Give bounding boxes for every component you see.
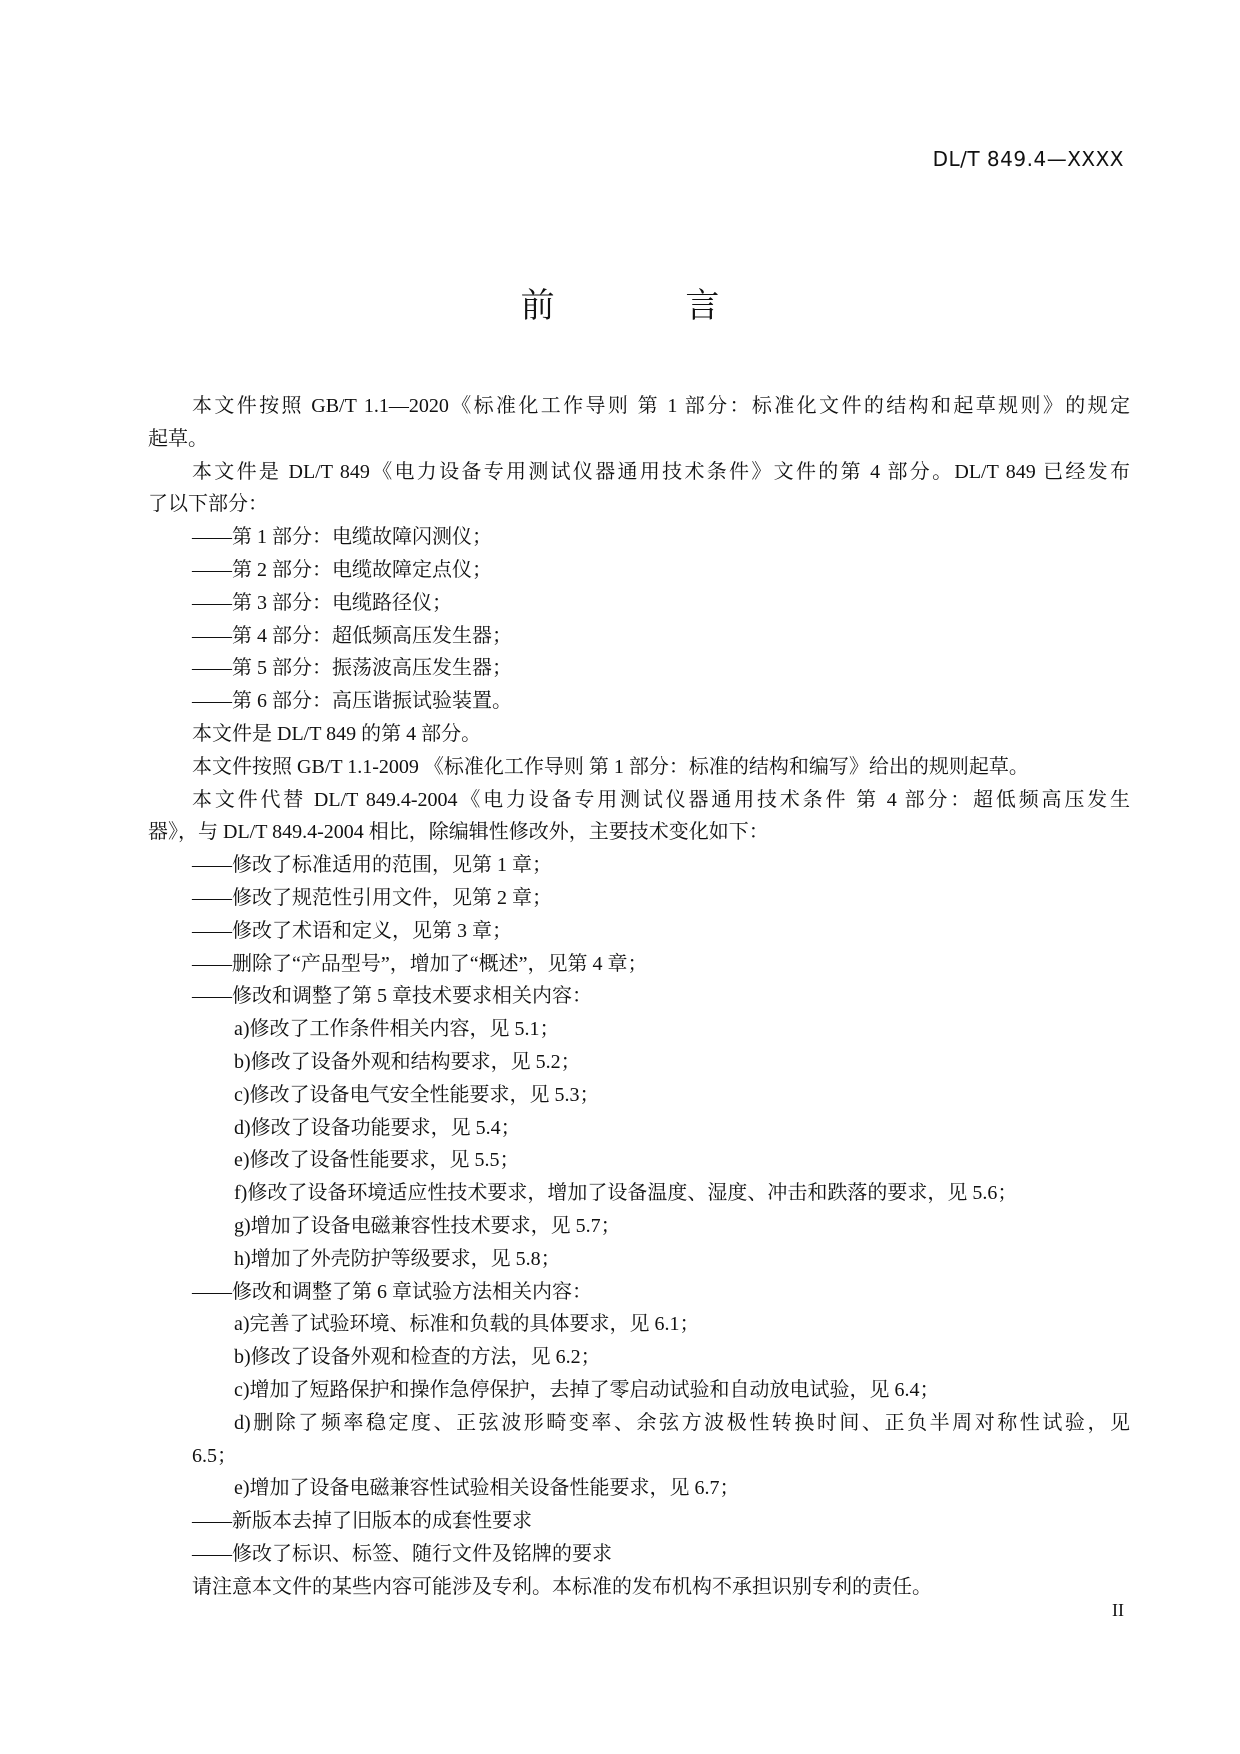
list-item: ——修改和调整了第 5 章技术要求相关内容： [192, 985, 592, 1008]
sub-list-item: e)增加了设备电磁兼容性试验相关设备性能要求，见 6.7； [234, 1477, 740, 1500]
sub-list-item: c)修改了设备电气安全性能要求，见 5.3； [234, 1083, 600, 1106]
sub-list-item: h)增加了外壳防护等级要求，见 5.8； [234, 1247, 561, 1270]
list-item: ——第 4 部分：超低频高压发生器； [192, 624, 512, 647]
page-title: 前 言 [520, 286, 780, 326]
list-item: ——第 2 部分：电缆故障定点仪； [192, 558, 492, 581]
sub-list-item: g)增加了设备电磁兼容性技术要求，见 5.7； [234, 1214, 621, 1237]
document-code: DL/T 849.4—XXXX [932, 147, 1124, 171]
sub-list-item-continued: 6.5； [192, 1444, 237, 1467]
paragraph-line: 器》，与 DL/T 849.4-2004 相比，除编辑性修改外，主要技术变化如下： [148, 821, 769, 844]
list-item: ——修改了标准适用的范围，见第 1 章； [192, 854, 552, 877]
sub-list-item: d)修改了设备功能要求，见 5.4； [234, 1116, 521, 1139]
sub-list-item: b)修改了设备外观和结构要求，见 5.2； [234, 1050, 581, 1073]
paragraph-line: 本文件是 DL/T 849《电力设备专用测试仪器通用技术条件》文件的第 4 部分。DL/T 849 已经发布 [192, 460, 1130, 483]
sub-list-item: b)修改了设备外观和检查的方法，见 6.2； [234, 1346, 601, 1369]
sub-list-item: f)修改了设备环境适应性技术要求，增加了设备温度、湿度、冲击和跌落的要求，见 5.6； [234, 1182, 1018, 1205]
paragraph-line: 本文件按照 GB/T 1.1-2009 《标准化工作导则 第 1 部分：标准的结构和编写》给出的规则起草。 [192, 755, 1029, 778]
list-item: ——修改了术语和定义，见第 3 章； [192, 919, 512, 942]
list-item: ——第 6 部分：高压谐振试验装置。 [192, 690, 512, 713]
list-item: ——新版本去掉了旧版本的成套性要求 [192, 1510, 532, 1533]
list-item: ——修改了规范性引用文件，见第 2 章； [192, 886, 552, 909]
page-number: II [1112, 1600, 1124, 1620]
patent-notice: 请注意本文件的某些内容可能涉及专利。本标准的发布机构不承担识别专利的责任。 [192, 1575, 932, 1598]
list-item: ——第 1 部分：电缆故障闪测仪； [192, 526, 492, 549]
sub-list-item: e)修改了设备性能要求，见 5.5； [234, 1149, 520, 1172]
list-item: ——修改了标识、标签、随行文件及铭牌的要求 [192, 1542, 612, 1565]
list-item: ——修改和调整了第 6 章试验方法相关内容： [192, 1280, 592, 1303]
paragraph-line: 了以下部分： [148, 493, 268, 516]
list-item: ——删除了“产品型号”，增加了“概述”，见第 4 章； [192, 952, 648, 975]
paragraph-line: 本文件代替 DL/T 849.4-2004《电力设备专用测试仪器通用技术条件 第 4 部分：超低频高压发生 [192, 788, 1130, 811]
paragraph-line: 本文件按照 GB/T 1.1—2020《标准化工作导则 第 1 部分：标准化文件的结构和起草规则》的规定 [192, 395, 1130, 417]
list-item: ——第 3 部分：电缆路径仪； [192, 591, 452, 614]
sub-list-item: c)增加了短路保护和操作急停保护，去掉了零启动试验和自动放电试验，见 6.4； [234, 1378, 940, 1401]
sub-list-item: a)修改了工作条件相关内容，见 5.1； [234, 1018, 560, 1041]
list-item: ——第 5 部分：振荡波高压发生器； [192, 657, 512, 680]
paragraph-line: 起草。 [148, 427, 208, 450]
foreword-body [148, 390, 1130, 1603]
sub-list-item: a)完善了试验环境、标准和负载的具体要求，见 6.1； [234, 1313, 700, 1336]
paragraph-line: 本文件是 DL/T 849 的第 4 部分。 [192, 722, 482, 745]
sub-list-item: d)删除了频率稳定度、正弦波形畸变率、余弦方波极性转换时间、正负半周对称性试验，见 [234, 1411, 1130, 1434]
